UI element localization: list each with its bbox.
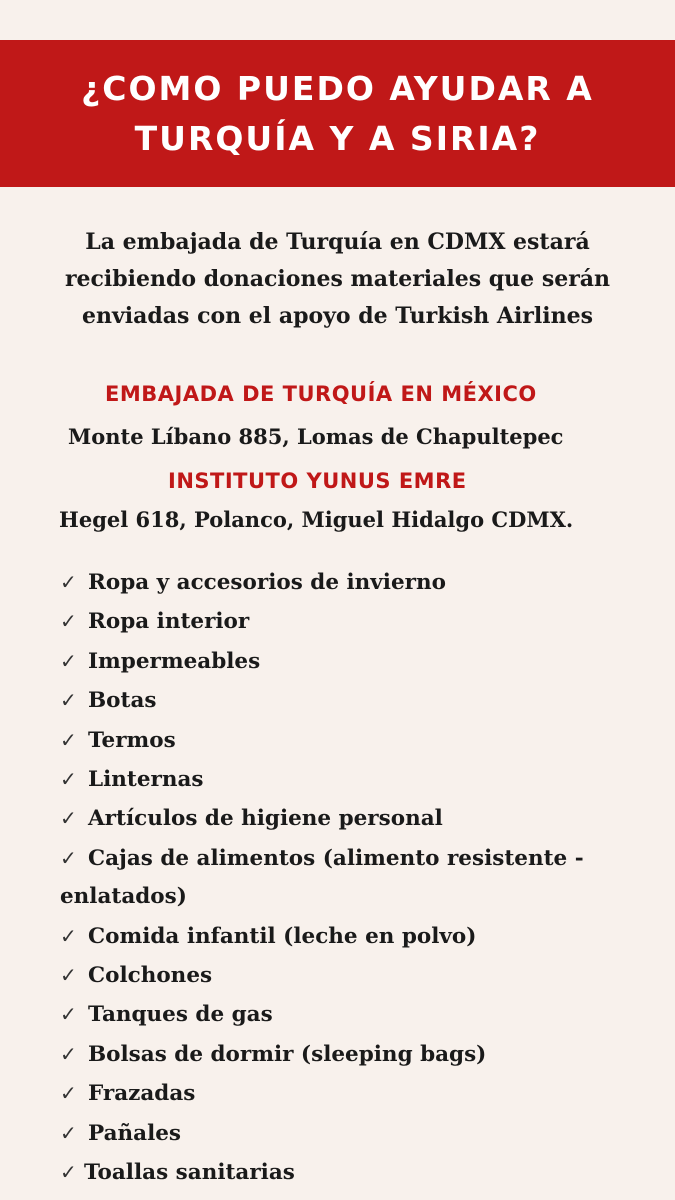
list-item-label: Colchones: [88, 963, 213, 989]
list-item-label: Ropa y accesorios de invierno: [88, 570, 446, 595]
check-mark-icon: ✓: [60, 845, 77, 870]
intro-paragraph: La embajada de Turquía en CDMX estará recibiendo donaciones materiales que serán enviadas con el apoyo de Turkish Airlines: [64, 229, 611, 329]
title-banner: [0, 40, 675, 187]
check-mark-icon: ✓: [60, 767, 77, 792]
location-name-institute: INSTITUTO YUNUS EMRE: [168, 469, 467, 493]
location-name-embassy: EMBAJADA DE TURQUÍA EN MÉXICO: [105, 382, 537, 406]
list-item-label: Cajas de alimentos (alimento resistente - enlatados): [60, 845, 584, 910]
list-item-label: Artículos de higiene personal: [88, 806, 443, 832]
check-mark-icon: ✓: [60, 1041, 77, 1066]
check-mark-icon: ✓: [60, 1120, 77, 1145]
list-item-label: Frazadas: [88, 1081, 196, 1107]
list-item-label: Ropa interior: [88, 609, 250, 635]
list-item: [60, 642, 660, 681]
list-item-label: Linternas: [88, 767, 204, 793]
list-item: [60, 563, 660, 602]
check-mark-icon: ✓: [60, 806, 77, 831]
check-mark-icon: ✓: [60, 923, 77, 948]
check-mark-icon: ✓: [60, 688, 77, 713]
check-mark-icon: ✓: [60, 727, 77, 752]
list-item-label: Pañales: [88, 1120, 182, 1146]
list-item: [60, 956, 660, 995]
list-item: [60, 721, 660, 760]
list-item-label: Termos: [88, 727, 176, 753]
list-item: [60, 1114, 660, 1153]
location-address-institute: Hegel 618, Polanco, Miguel Hidalgo CDMX.: [59, 507, 574, 532]
check-mark-icon: ✓: [60, 1081, 77, 1106]
list-item: [60, 760, 660, 799]
list-item: [60, 1153, 660, 1192]
donation-items-list: [60, 563, 660, 1193]
list-item: [60, 602, 660, 641]
list-item: [60, 995, 660, 1034]
list-item-label: Tanques de gas: [88, 1002, 273, 1028]
list-item-label: Impermeables: [88, 648, 261, 674]
list-item: [60, 681, 660, 720]
list-item: [60, 917, 660, 956]
location-address-embassy: Monte Líbano 885, Lomas de Chapultepec: [68, 424, 564, 449]
check-mark-icon: ✓: [60, 570, 77, 594]
check-mark-icon: ✓: [60, 963, 77, 988]
page-title: ¿COMO PUEDO AYUDAR A TURQUÍA Y A SIRIA?: [81, 68, 594, 158]
list-item: [60, 839, 660, 917]
check-mark-icon: ✓: [60, 1002, 77, 1027]
list-item-label: Toallas sanitarias: [84, 1160, 295, 1186]
list-item-label: Bolsas de dormir (sleeping bags): [88, 1041, 487, 1067]
list-item: [60, 1035, 660, 1074]
list-item-label: Comida infantil (leche en polvo): [88, 923, 477, 949]
list-item: [60, 1074, 660, 1113]
check-mark-icon: ✓: [60, 609, 77, 634]
list-item-label: Botas: [88, 688, 157, 714]
list-item: [60, 799, 660, 838]
check-mark-icon: ✓: [60, 1160, 77, 1185]
check-mark-icon: ✓: [60, 648, 77, 673]
